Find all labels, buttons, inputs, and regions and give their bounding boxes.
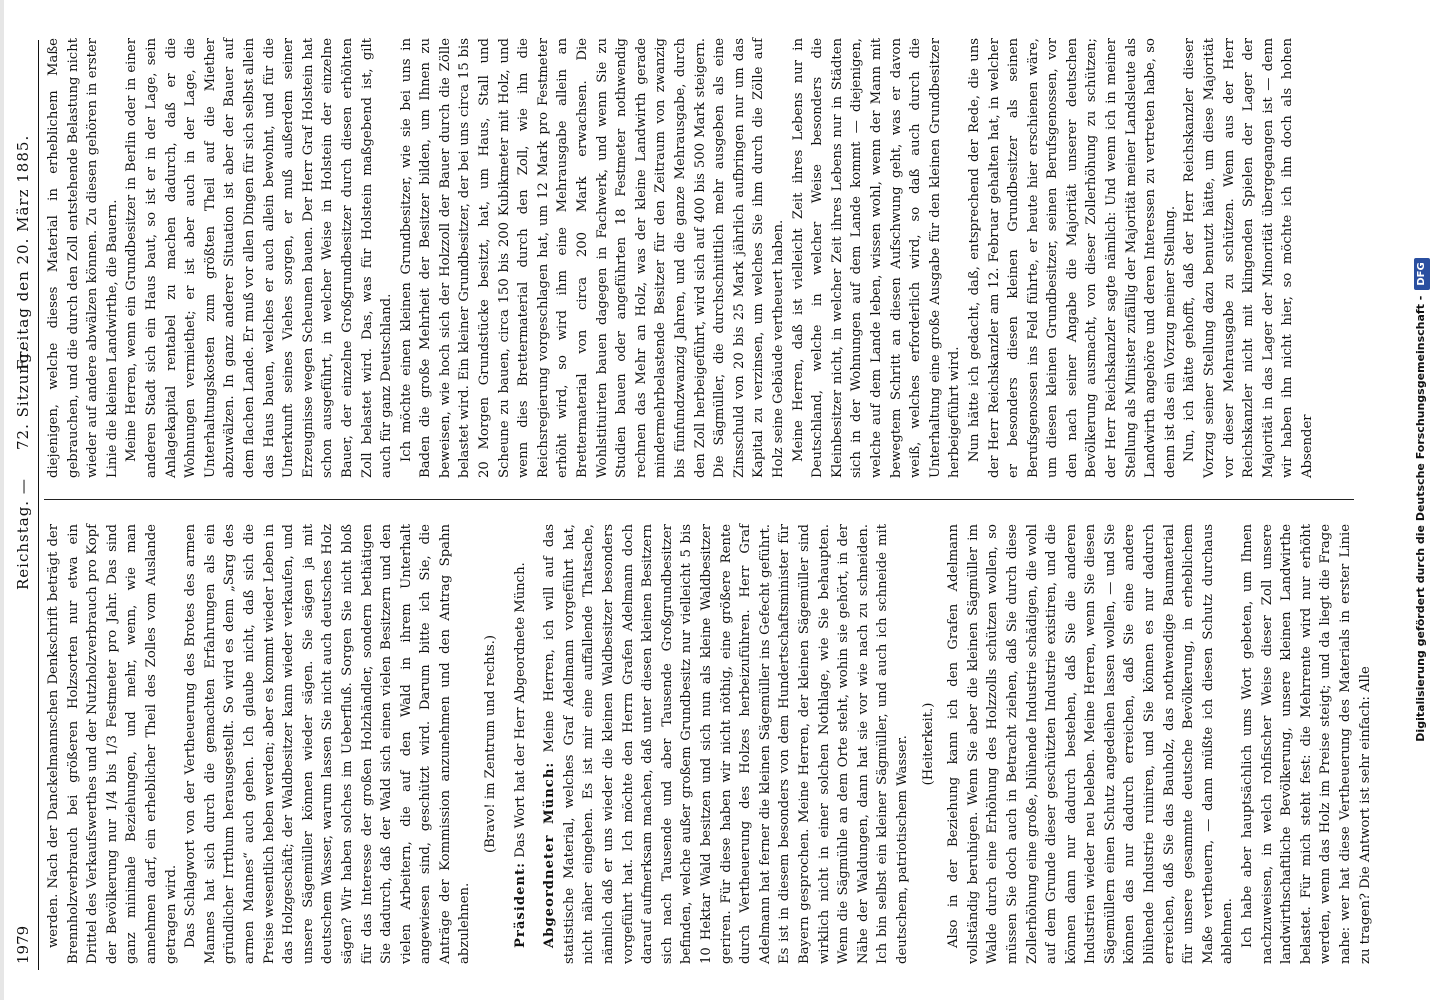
header-reichstag: Reichstag. — bbox=[14, 478, 32, 590]
digitization-credit bbox=[1386, 0, 1432, 1000]
speaker-text: Meine Herren, ich will auf das statistische Material, welches Graf Adelmann vorgeführt hat, nicht näher eingehen. Es ist mir eine auffallende Thatsache, nämlich daß er uns wieder die kleinen Waldbesitzer besonders vorgeführt hat. Ich möchte den Herrn Grafen Adelmann doch darauf aufmerksam machen, daß unter diesen kleinen Besitzern sich nach Tausende und aber Tausende Großgrundbesitzer befinden, welche außer großem Grundbesitz nur vielleicht 5 bis 10 Hektar Wald besitzen und sich nun als kleine Waldbesitzer geriren. Für diese haben wir nicht nöthig, eine größere Rente durch Vertheuerung des Holzes herbeizuführen. Herr Graf Adelmann hat ferner die kleinen Sägemüller ins Gefecht geführt. Es ist in diesem besonders von dem Hundertschaftsminister für Bayern gesprochen. Meine Herren, der kleinen Sägemüller sind wirklich nicht in einer solchen Nothlage, wie Sie behaupten. Wenn die Sägmühle an dem Orte steht, wohin sie gehört, in der Nähe der Waldungen, dann hat sie vor wie nach zu schneiden. Ich bin selbst ein kleiner Sägmüller, und auch ich schneide mit deutschem, patriotischem Wasser. bbox=[542, 524, 910, 964]
right-text-column bbox=[44, 38, 1364, 478]
paragraph: Das Schlagwort von der Vertheuerung des Brotes des armen Mannes hat sich durch die gemachten Erfahrungen als ein gründlicher Irrthum herausgestellt. So wird es denn „Sarg des armen Mannes“ auch gehen. Ich glaube nicht, daß sich die Preise wesentlich heben werden; aber es kommt wieder Leben in das Holzgeschäft; der Waldbesitzer kann wieder verkaufen, und unsere Sägemüller können wieder sägen. Sie sägen ja mit deutschem Wasser, warum lassen Sie nicht auch deutsches Holz sägen? Wir haben solches im Ueberfluß. Sorgen Sie nicht bloß für das Interesse der großen Holzhändler, sondern bethätigen Sie dadurch, daß der Wald sich einen vielen Besitzern und den vielen Arbeitern, die auf den Wald in ihrem Unterhalt angewiesen sind, geschützt wird. Darum bitte ich Sie, die Anträge der Kommission anzunehmen und den Antrag Spahn abzulehnen. bbox=[183, 524, 473, 964]
laughter-note: (Heiterkeit.) bbox=[920, 702, 936, 786]
credit-line bbox=[1410, 0, 1432, 1000]
credit-text: Digitalisierung gefördert durch die Deutsche Forschungsgemeinschaft - bbox=[1414, 295, 1427, 742]
header-date: Freitag den 20. März 1885. bbox=[14, 134, 32, 370]
speaker-paragraph bbox=[540, 524, 912, 964]
paragraph: Nun, ich hätte gehofft, daß der Herr Reichskanzler dieser Vorzug seiner Stellung dazu benutzt hätte, um diese Majorität vor dieser Mehrausgabe zu schützen. Wenn aus der Herr Reichskanzler nicht mit klingenden Spielen der Lager der Majorität in das Lager der Minorität übergegangen ist — denn wir haben ihn nicht hier, so möchte ich ihn doch als hohen Absender bbox=[1182, 38, 1315, 478]
speaker-name: Abgeordneter Münch: bbox=[542, 761, 558, 948]
speaker-paragraph bbox=[511, 524, 531, 964]
header-session: 72. Sitzung. bbox=[14, 346, 32, 450]
speaker-text: Das Wort hat der Herr Abgeordnete Münch. bbox=[512, 562, 528, 858]
paragraph: Meine Herren, daß ist vielleicht Zeit ihres Lebens nur in Deutschland, welche in welcher Weise besonders die Kleinbesitzer nicht, in welcher Zeit ihres Lebens nur in Städten sich in der Wohnungen auf dem Lande kommt — diejenigen, welche auf dem Lande leben, wissen wohl, wenn der Mann mit bewegtem Schritt an diesen Aufschwung geht, was er davon weiß, welches erforderlich wird, so daß auch durch die Unterhaltung eine große Ausgabe für den kleinen Grundbesitzer herbeigeführt wird. bbox=[790, 38, 963, 478]
paragraph: Ich möchte einen kleinen Grundbesitzer, wie sie bei uns in Baden die große Mehrheit der Besitzer bilden, um Ihnen zu beweisen, wie hoch sich der Holzzoll der Bauer durch die Zölle belastet wird. Ein kleiner Grundbesitzer, der bei uns circa 15 bis 20 Morgen Grundstücke besitzt, hat, um Haus, Stall und Scheune zu bauen, circa 150 bis 200 Kubikmeter mit Holz, und wenn dies Brettermaterial durch den Zoll, wie ihn die Reichsregierung vorgeschlagen hat, um 12 Mark pro Festmeter erhöht wird, so wird ihm eine Mehrausgabe allein an Brettermaterial von circa 200 Mark erwachsen. Die Wohlstituirten bauen dagegen in Fachwerk, und wenn Sie zu Studien bauen oder angeführten 18 Festmeter nothwendig rechnen das Mehr an Holz, was der kleine Landwirth gerade mindermehrbelastende Besitzer für den Zeitraum von zwanzig bis fünfundzwanzig Jahren, und die ganze Mehrausgabe, durch den Zoll herbeigeführt, wird sich auf 400 bis 500 Mark steigern. Die Sägmüller, die durchschnittlich mehr ausgeben als eine Zinsschuld von 20 bis 25 Mark jährlich aufbringen nur um das Kapital zu verzinsen, um welches Sie ihm durch die Zölle auf Holz seine Gebäude vertheuert haben. bbox=[398, 38, 786, 478]
page-header bbox=[8, 40, 39, 970]
paragraph: Nun hätte ich gedacht, daß, entsprechend der Rede, die uns der Herr Reichskanzler am 12. Februar gehalten hat, in welcher er besonders diesen kleinen Grundbesitzer als seinen Berufsgenossen ins Feld führte, er heute hier erschienen wäre, um diesen kleinen Grundbesitzer, seinen Berufsgenossen, vor den nach seiner Angabe die Majorität unserer deutschen Bevölkerung ausmacht, von dieser Zollerhöhung zu schützen; der Herr Reichskanzler sagte nämlich: Und wenn ich in meiner Stellung als Minister zufällig der Majorität meiner Landsleute als Landwirth angehöre und deren Interessen zu vertreten habe, so denn ist das ein Vorzug meiner Stellung. bbox=[966, 38, 1178, 478]
paragraph: Ich habe aber hauptsächlich ums Wort gebeten, um Ihnen nachzuweisen, in welch rohfischer Weise dieser Zoll unsere landwirthschaftliche Bevölkerung, unsere kleinen Landwirthe belastet. Für mich steht fest: die Mehrrente wird nur erhöht werden, wenn das Holz im Preise steigt; und da liegt die Frage nahe: wer hat diese Vertheuerung des Materials in erster Linie zu tragen? Die Antwort ist sehr einfach: Alle bbox=[1240, 524, 1373, 964]
paragraph: Also in der Beziehung kann ich den Grafen Adelmann vollständig beruhigen. Wenn Sie aber die kleinen Sägmüller im Walde durch eine Erhöhung des Holzzolls schützen wollen, so müssen Sie doch auch in Betracht ziehen, daß Sie durch diese Zollerhöhung eine große, blühende Industrie schädigen, die wohl auf dem Grunde dieser geschützten Industrie existiren, und die können dann nur dadurch bestehen, daß Sie die anderen Industrien wieder neu beleben. Meine Herren, wenn Sie diesen Sägemüllern einen Schutz angedeihen lassen wollen, — und Sie können das nur dadurch erreichen, daß Sie eine andere blühende Industrie ruiniren, und Sie können es nur dadurch erreichen, daß Sie das Bauholz, das nothwendige Baumaterial für unsere gesammte deutsche Bevölkerung, in erheblichem Maße vertheuern, — dann müßte ich diesen Schutz durchaus ablehnen. bbox=[946, 524, 1236, 964]
paragraph: werden. Nach der Danckelmannschen Denkschrift beträgt der Brennholzverbrauch bei größeren Holzsorten nur etwa ein Drittel des Verkaufswerthes und der Nutzholzverbrauch pro Kopf der Bevölkerung nur 1/4 bis 1/3 Festmeter pro Jahr. Das sind ganz minimale Beziehungen, und mehr, wenn, wie man annehmen darf, ein erheblicher Theil des Zolles vom Auslande getragen wird. bbox=[46, 524, 179, 964]
dfg-logo: DFG bbox=[1414, 258, 1430, 289]
paragraph: diejenigen, welche dieses Material in erheblichem Maße gebrauchen, und die durch den Zoll entstehende Belastung nicht wieder auf andere abwälzen können. Zu diesen gehören in erster Linie die kleinen Landwirthe, die Bauern. bbox=[46, 38, 120, 478]
speaker-name: Präsident: bbox=[512, 861, 528, 948]
page-number: 1979 bbox=[14, 925, 32, 964]
column-divider bbox=[44, 499, 1354, 500]
paragraph: Meine Herren, wenn ein Grundbesitzer in Berlin oder in einer anderen Stadt sich ein Haus baut, so ist er in der Lage, sein Anlagekapital rentabel zu machen dadurch, daß er die Wohnungen vermiethet; er ist aber auch in der Lage, die Unterhaltungskosten zum größten Theil auf die Miether abzuwälzen. In ganz anderer Situation ist aber der Bauer auf dem flachen Lande. Er muß vor allen Dingen für sich selbst allein das Haus bauen, welches er auch allein bewohnt, und für die Unterkunft seines Viehes sorgen, er muß außerdem seiner Erzeugnisse wegen Scheunen bauen. Der Herr Graf Holstein hat schon ausgeführt, in welcher Weise in Holstein der einzelne Bauer, der einzelne Großgrundbesitzer durch diesen erhöhten Zoll belastet wird. Das, was für Holstein maßgebend ist, gilt auch für ganz Deutschland. bbox=[124, 38, 395, 478]
left-text-column bbox=[44, 524, 1373, 964]
applause-note: (Bravo! im Zentrum und rechts.) bbox=[483, 634, 499, 854]
